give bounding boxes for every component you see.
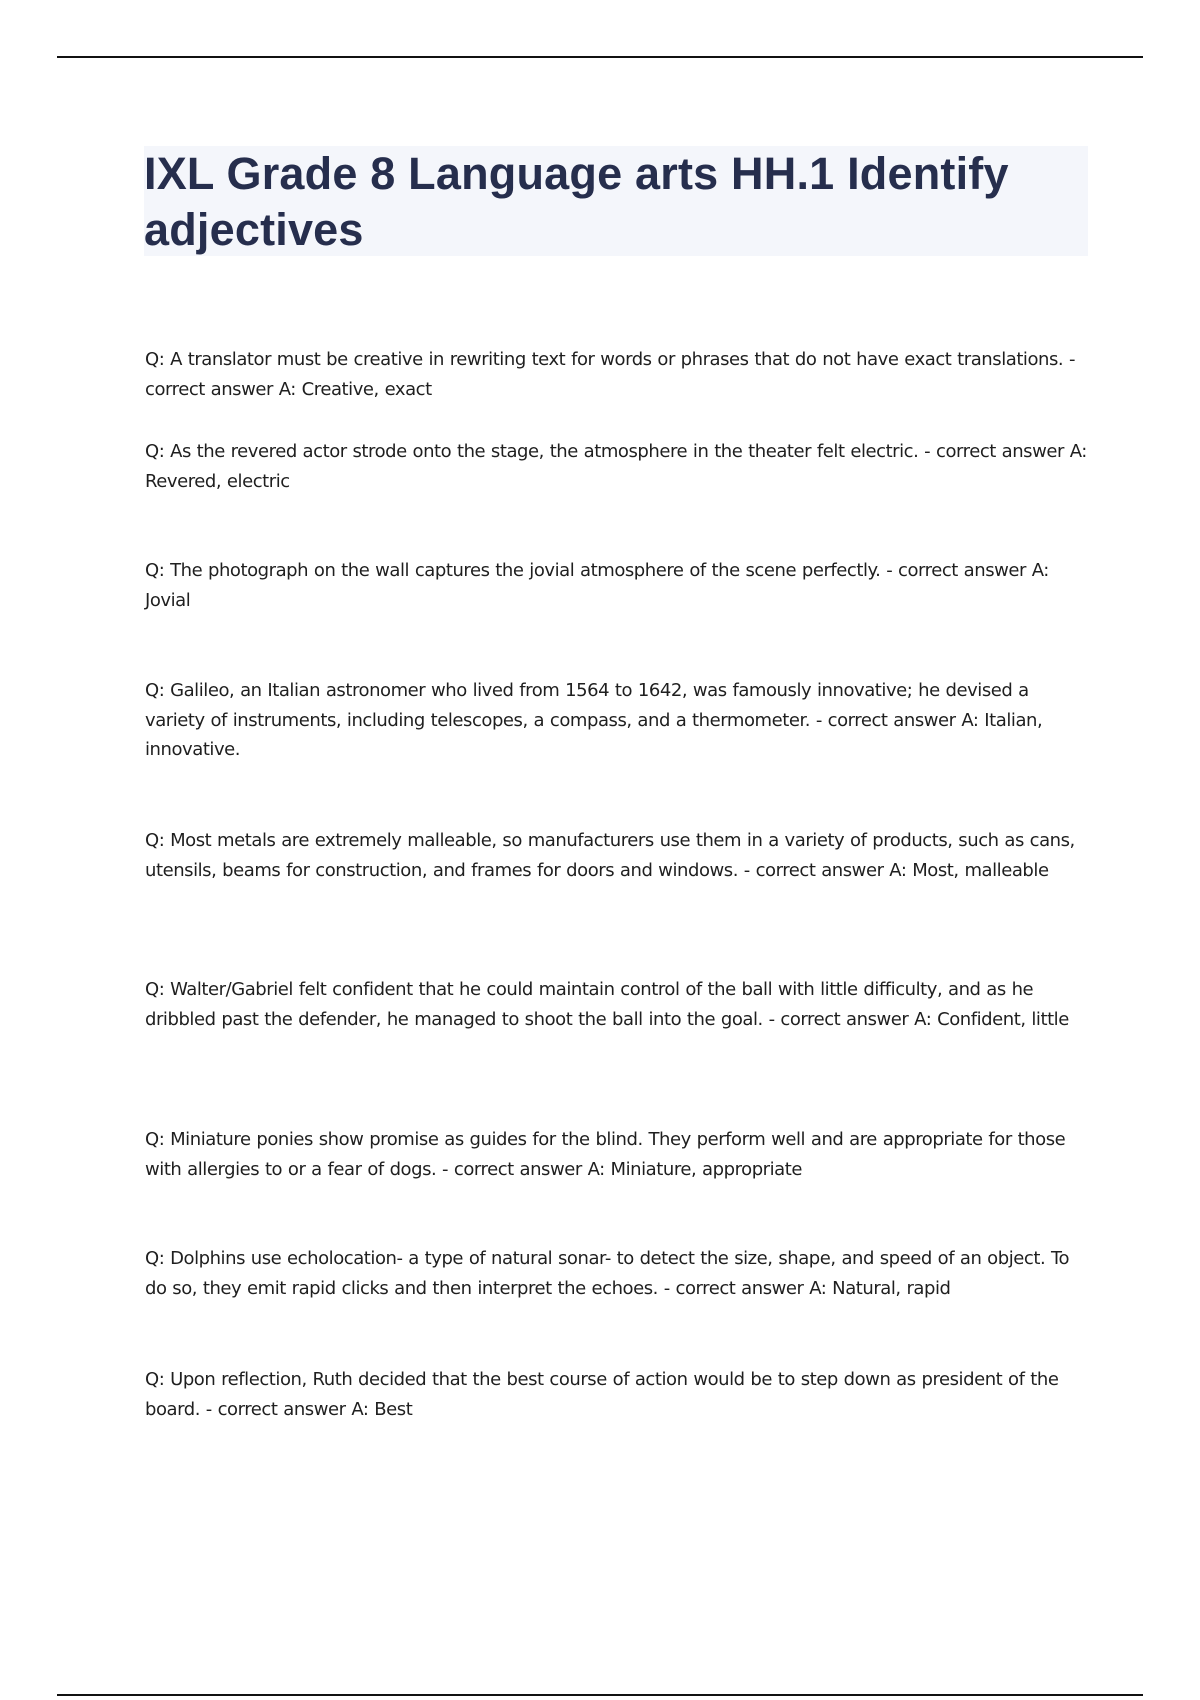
- page-title: IXL Grade 8 Language arts HH.1 Identify adjectives: [144, 148, 1009, 255]
- qa-item-8: Q: Dolphins use echolocation- a type of natural sonar- to detect the size, shape, and speed of an object. To do so, they emit rapid clicks and then interpret the echoes. - correct answer A: Natural, rapid: [145, 1248, 1070, 1299]
- qa-item-6: Q: Walter/Gabriel felt confident that he could maintain control of the ball with little difficulty, and as he dribbled past the defender, he managed to shoot the ball into the goal. - correct answer A: Confident, little: [145, 979, 1069, 1030]
- qa-item-4: Q: Galileo, an Italian astronomer who lived from 1564 to 1642, was famously innovative; he devised a variety of instruments, including telescopes, a compass, and a thermometer. - correct answer A: Italian, innovative.: [145, 680, 1043, 760]
- bottom-divider: [57, 1694, 1143, 1696]
- qa-item-2: Q: As the revered actor strode onto the stage, the atmosphere in the theater felt electric. - correct answer A: Revered, electric: [145, 441, 1087, 492]
- qa-item-7: Q: Miniature ponies show promise as guides for the blind. They perform well and are appropriate for those with allergies to or a fear of dogs. - correct answer A: Miniature, appropriate: [145, 1129, 1066, 1180]
- top-divider: [57, 56, 1143, 58]
- question-answer-list: [145, 345, 1093, 1457]
- qa-item-3: Q: The photograph on the wall captures the jovial atmosphere of the scene perfectly. - correct answer A: Jovial: [145, 560, 1049, 611]
- qa-item-5: Q: Most metals are extremely malleable, so manufacturers use them in a variety of products, such as cans, utensils, beams for construction, and frames for doors and windows. - correct answer A: Most, malleable: [145, 830, 1075, 881]
- title-block: [144, 146, 1088, 256]
- qa-item-1: Q: A translator must be creative in rewriting text for words or phrases that do not have exact translations. - correct answer A: Creative, exact: [145, 349, 1076, 400]
- qa-item-9: Q: Upon reflection, Ruth decided that the best course of action would be to step down as president of the board. - correct answer A: Best: [145, 1369, 1059, 1420]
